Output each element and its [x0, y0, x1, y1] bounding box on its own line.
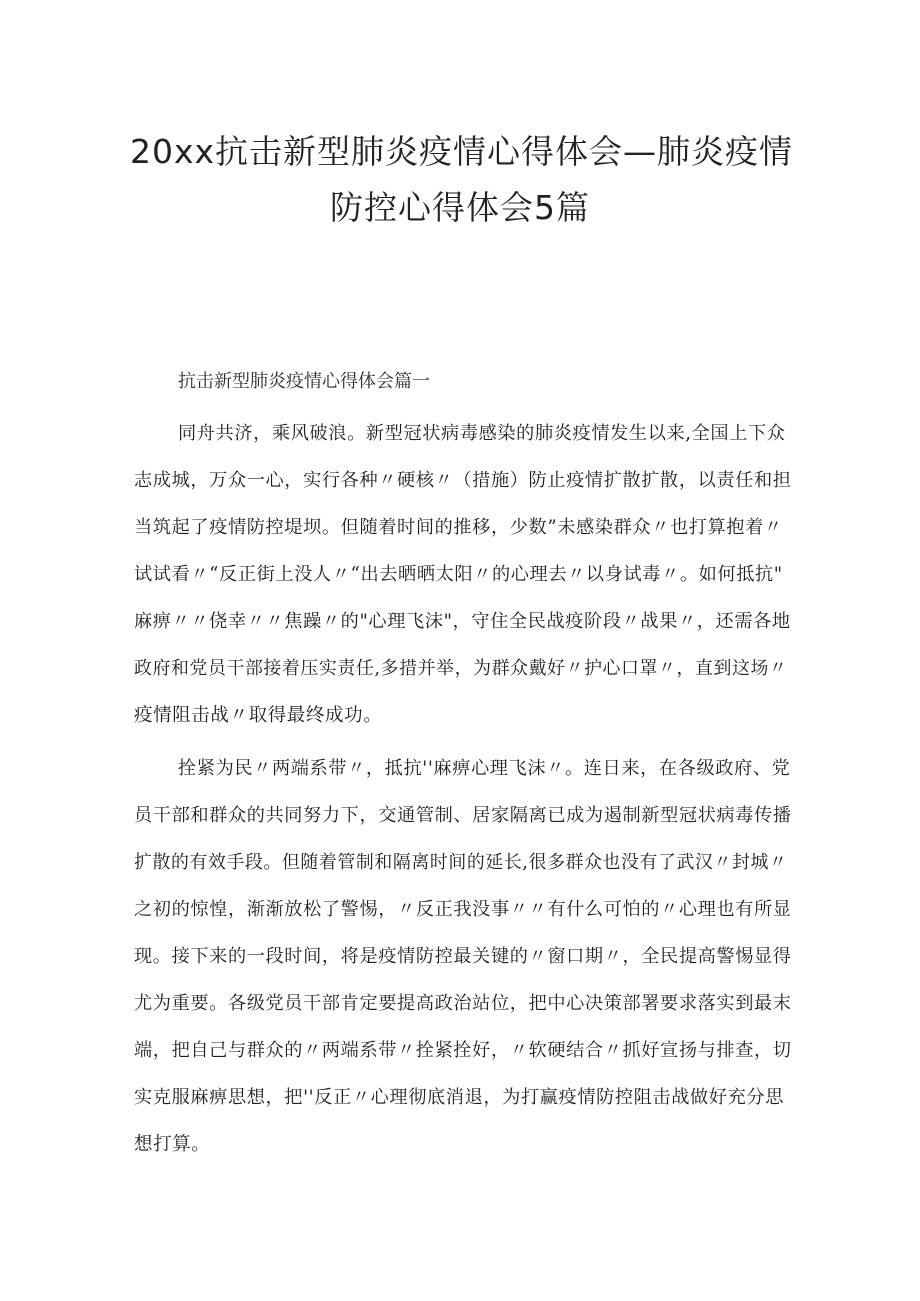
- paragraph-1-line: 麻痹〃〃侥幸〃〃焦躁〃的"心理飞沫"，守住全民战疫阶段〃战果〃，还需各地: [134, 611, 791, 632]
- paragraph-2-line: 尤为重要。各级党员干部肯定要提高政治站位，把中心决策部署要求落实到最末: [134, 993, 792, 1014]
- paragraph-1-line: 疫情阻击战〃取得最终成功。: [134, 705, 383, 726]
- paragraph-2-line: 之初的惊惶，渐渐放松了警惕，〃反正我没事〃〃有什么可怕的〃心理也有所显: [134, 899, 792, 920]
- document-title-line-1: 20xx抗击新型肺炎疫情心得体会—肺炎疫情: [130, 132, 794, 171]
- paragraph-2-line: 拴紧为民〃两端系带〃，抵抗''麻痹心理飞沫〃。连日来，在各级政府、党: [178, 758, 791, 779]
- paragraph-2-line: 扩散的有效手段。但随着管制和隔离时间的延长,很多群众也没有了武汉〃封城〃: [134, 852, 788, 873]
- section-heading: 抗击新型肺炎疫情心得体会篇一: [178, 371, 430, 392]
- paragraph-1-line: 试试看〃“反正街上没人〃“出去晒晒太阳〃的心理去〃以身试毒〃。如何抵抗": [134, 564, 783, 585]
- paragraph-2-line: 实克服麻痹思想，把''反正〃心理彻底消退，为打赢疫情防控阻击战做好充分思: [134, 1087, 784, 1108]
- paragraph-1-line: 当筑起了疫情防控堤坝。但随着时间的推移，少数”未感染群众〃也打算抱着〃: [134, 517, 783, 538]
- paragraph-1-line: 志成城，万众一心，实行各种〃硬核〃（措施）防止疫情扩散扩散，以责任和担: [134, 470, 792, 491]
- paragraph-1-line: 政府和党员干部接着压实责任,多措并举，为群众戴好〃护心口罩〃，直到这场〃: [134, 658, 788, 679]
- paragraph-2-line: 想打算。: [134, 1134, 211, 1155]
- paragraph-2-line: 员干部和群众的共同努力下，交通管制、居家隔离已成为遏制新型冠状病毒传播: [134, 805, 792, 826]
- paragraph-1-line: 同舟共济，乘风破浪。新型冠状病毒感染的肺炎疫情发生以来,全国上下众: [178, 423, 786, 444]
- document-title-line-2: 防控心得体会5篇: [330, 188, 590, 227]
- paragraph-2-line: 端，把自己与群众的〃两端系带〃拴紧拴好，〃软硬结合〃抓好宣扬与排查，切: [134, 1040, 792, 1061]
- paragraph-2-line: 现。接下来的一段时间，将是疫情防控最关键的〃窗口期〃，全民提高警惕显得: [134, 946, 792, 967]
